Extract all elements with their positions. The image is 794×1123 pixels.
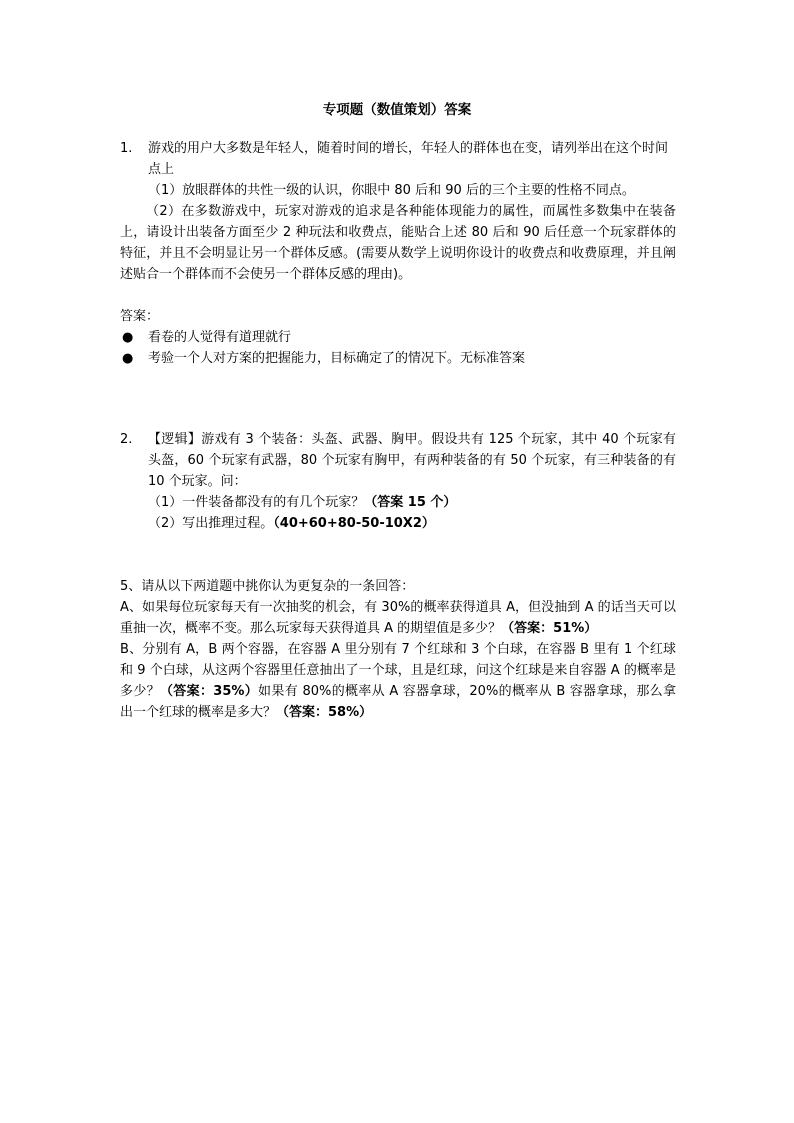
sub-question-text: （1）一件装备都没有的有几个玩家？: [148, 495, 365, 510]
sub-question-answer: （40+60+80-50-10X2）: [273, 516, 435, 531]
option-a-text: A、如果每位玩家每天有一次抽奖的机会，有 30%的概率获得道具 A，但没抽到 A 的话当天可以重抽一次，概率不变。那么玩家每天获得道具 A 的期望值是多少？: [120, 600, 676, 636]
question-number: 2.: [120, 432, 133, 447]
option-b-followup: 如果有 80%的概率从 A 容器拿球，20%的概率从 B 容器拿球，那么拿出一个红球的概率是多大？: [120, 684, 676, 720]
question-stem: 【逻辑】游戏有 3 个装备：头盔、武器、胸甲。假设共有 125 个玩家，其中 40 个玩家有头盔，60 个玩家有武器，80 个玩家有胸甲，有两种装备的有 50 个玩家，有三种装备的有 10 个玩家。问：: [148, 432, 676, 489]
list-item-text: 考验一个人对方案的把握能力，目标确定了的情况下。无标准答案: [148, 351, 526, 366]
sub-question-2: [148, 513, 676, 534]
question-2: [120, 429, 676, 534]
sub-question-2: （2）在多数游戏中，玩家对游戏的追求是各种能体现能力的属性，而属性多数集中在装备上，请设计出装备方面至少 2 种玩法和收费点，能贴合上述 80 后和 90 后任意一个玩家群体的特征，并且不会明显让另一个群体反感。(需要从数学上说明你设计的收费点和收费原理，并且阐述贴合一个群体而不会使另一个群体反感的理由)。: [120, 204, 676, 282]
question-1: [120, 138, 676, 285]
sub-question-1: （1）放眼群体的共性一级的认识，你眼中 80 后和 90 后的三个主要的性格不同点。: [148, 183, 635, 198]
question-number: 1.: [120, 141, 133, 156]
option-b-answer-1: （答案：35%）: [159, 684, 259, 699]
option-b-text: B、分别有 A，B 两个容器，在容器 A 里分别有 7 个红球和 3 个白球，在容器 B 里有 1 个红球和 9 个白球，从这两个容器里任意抽出了一个球，且是红球，问这个红球是来自容器 A 的概率是多少？: [120, 642, 676, 699]
list-item-text: 看卷的人觉得有道理就行: [148, 330, 292, 345]
bullet-icon: ●: [122, 351, 134, 366]
option-a: [120, 597, 676, 639]
question-5: [120, 576, 676, 723]
list-item: [120, 348, 676, 369]
sub-question-text: （2）写出推理过程。: [148, 516, 274, 531]
answer-label: 答案：: [120, 309, 160, 324]
option-a-answer: （答案：51%）: [501, 621, 598, 636]
bullet-icon: ●: [122, 330, 134, 345]
question-stem: 游戏的用户大多数是年轻人，随着时间的增长，年轻人的群体也在变，请列举出在这个时间点上: [148, 141, 669, 177]
question-intro: 5、请从以下两道题中挑你认为更复杂的一条回答：: [120, 579, 415, 594]
sub-question-1: [148, 492, 676, 513]
page-title: 专项题（数值策划）答案: [322, 102, 472, 118]
sub-question-answer: （答案 15 个）: [364, 495, 457, 510]
option-b: [120, 639, 676, 723]
option-b-answer-2: （答案：58%）: [276, 705, 373, 720]
answer-1: [120, 306, 676, 369]
list-item: [120, 327, 676, 348]
